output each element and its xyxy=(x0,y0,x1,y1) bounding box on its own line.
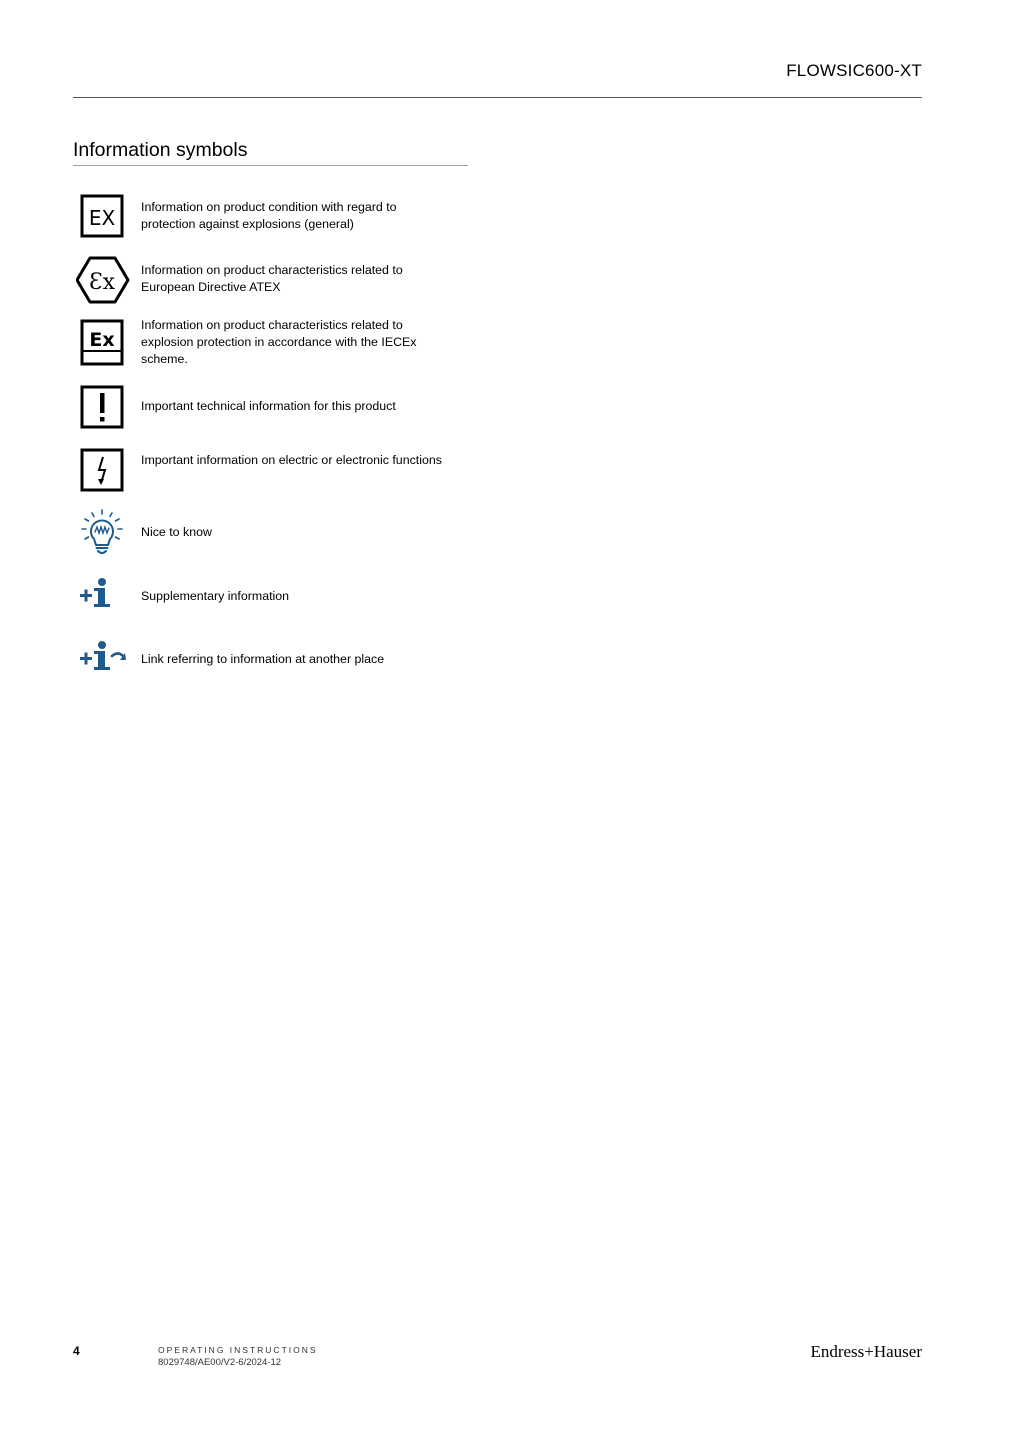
symbol-row xyxy=(76,638,476,688)
symbol-row xyxy=(76,319,476,369)
symbol-row xyxy=(76,256,476,306)
document-type: OPERATING INSTRUCTIONS xyxy=(158,1345,318,1355)
plus-info-icon xyxy=(76,575,130,625)
document-id: 8029748/AE00/V2-6/2024-12 xyxy=(158,1357,282,1368)
section-heading: Information symbols xyxy=(73,139,248,161)
symbol-description: Information on product characteristics related to European Directive ATEX xyxy=(141,263,403,294)
header-divider xyxy=(73,97,922,98)
symbol-description: Nice to know xyxy=(141,525,212,539)
symbol-description: Information on product condition with regard to protection against explosions (general) xyxy=(141,200,397,231)
svg-text:Ex: Ex xyxy=(89,329,115,351)
symbol-row xyxy=(76,385,476,435)
product-title: FLOWSIC600-XT xyxy=(786,61,922,80)
symbol-description: Important technical information for this product xyxy=(141,399,396,413)
lightning-icon xyxy=(76,448,130,498)
symbol-description: Link referring to information at another place xyxy=(141,652,385,666)
svg-text:EX: EX xyxy=(88,206,116,230)
ex-atex-icon xyxy=(76,256,130,306)
symbol-row xyxy=(76,575,476,625)
symbol-row xyxy=(76,194,476,244)
brand-name: Endress+Hauser xyxy=(810,1342,922,1361)
symbol-description: Important information on electric or electronic functions xyxy=(141,453,442,467)
symbol-row xyxy=(76,508,476,558)
symbol-row xyxy=(76,448,476,498)
page-number: 4 xyxy=(73,1344,80,1358)
exclamation-icon xyxy=(76,385,130,435)
symbol-description: Information on product characteristics related to explosion protection in accordance with the IECEx scheme. xyxy=(141,318,417,366)
ex-general-icon xyxy=(76,194,130,244)
section-divider xyxy=(73,165,468,166)
symbol-description: Supplementary information xyxy=(141,589,290,603)
ex-iecex-icon xyxy=(76,319,130,369)
lightbulb-icon xyxy=(76,508,130,558)
plus-info-link-icon xyxy=(76,638,130,688)
svg-text:Ɛx: Ɛx xyxy=(88,270,116,295)
